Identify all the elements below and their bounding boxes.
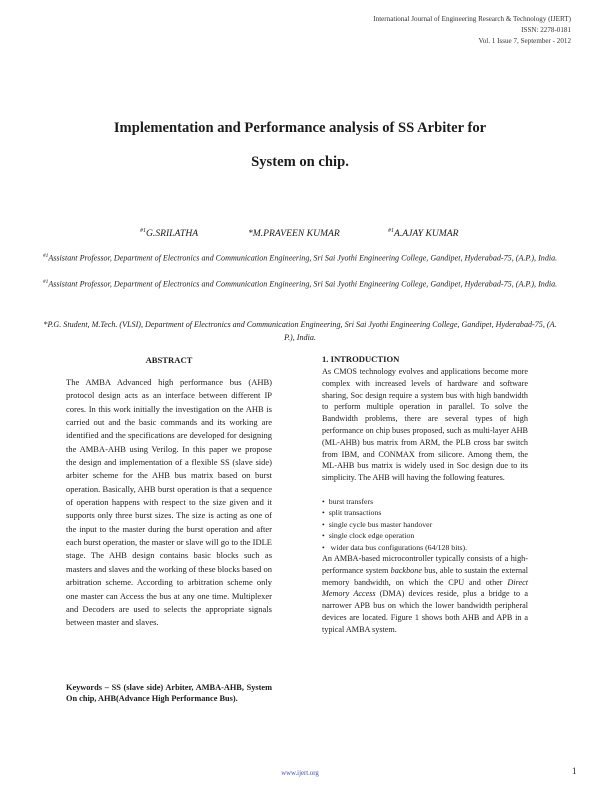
para2-emphasis-1: backbone <box>390 565 422 575</box>
author-1 <box>140 228 198 239</box>
journal-volume: Vol. 1 Issue 7, September - 2012 <box>478 37 571 45</box>
list-item: • burst transfers <box>322 496 528 507</box>
affiliation-2-text: Assistant Professor, Department of Electronics and Communication Engineering, Sri Sai Jyothi Engineering College, Gandipet, Hyderabad-75, (A.P.), India. <box>48 279 558 289</box>
list-item: • single clock edge operation <box>322 530 528 541</box>
affiliation-1-text: Assistant Professor, Department of Electronics and Communication Engineering, Sri Sai Jyothi Engineering College, Gandipet, Hyderabad-75, (A.P.), India. <box>48 253 558 263</box>
affiliation-3-text: *P.G. Student, M.Tech. (VLSI), Department of Electronics and Communication Engineering, Sri Sai Jyothi Engineering College, Gandipet, Hyderabad-75, (A. P.), India. <box>43 320 557 342</box>
list-item: • single cycle bus master handover <box>322 519 528 530</box>
affiliation-2 <box>40 276 560 291</box>
feature-list <box>322 496 528 553</box>
affiliation-2-sup: #1 <box>42 279 49 285</box>
abstract-heading: ABSTRACT <box>145 355 193 365</box>
list-item: • split transactions <box>322 507 528 518</box>
author-1-sup: #1 <box>140 228 146 234</box>
affiliation-1 <box>40 250 560 265</box>
keywords: Keywords – SS (slave side) Arbiter, AMBA-AHB, System On chip, AHB(Advance High Performance Bus). <box>66 683 272 703</box>
para2-text-c: (DMA) devices reside, plus a bridge to a narrower APB bus on which the lower bandwidth peripheral devices are located. Figure 1 shows both AHB and APB in a typical AMBA system. <box>322 589 528 634</box>
journal-header <box>373 14 571 47</box>
list-item: • wider data bus configurations (64/128 bits). <box>322 542 528 553</box>
author-3-name: A.AJAY KUMAR <box>394 228 459 240</box>
paper-title-line-1: Implementation and Performance analysis of SS Arbiter for <box>113 120 487 136</box>
journal-issn: ISSN: 2278-0181 <box>521 26 571 34</box>
author-3 <box>388 228 458 239</box>
affiliation-3 <box>40 318 560 344</box>
paper-title-line-2: System on chip. <box>251 154 349 170</box>
author-2 <box>248 228 340 239</box>
abstract-body: The AMBA Advanced high performance bus (AHB) protocol design acts as an interface between different IP cores. In this work initially the investigation on the AHB is carried out and the basic commands and its working are identified and the specifications are developed for designing the AMBA-AHB using Verilog. In this paper we propose the design and implementation of a flexible SS (slave side) arbiter scheme for the AHB bus matrix based on burst operation. Basically, AHB burst operation is that a sequence of operation happens with respect to the size given and it supports only three burst sizes. The size is acting as one of the input to the master during the burst operation and after each burst operation, the master or slave will go to the IDLE stage. The AHB design contains basic blocks such as masters and slaves and the working of these blocks based on arbitration scheme. According to arbitration scheme only one master can Access the bus at any one time. Multiplexer and Decoders are used to selects the appropriate signals between master and slaves. <box>66 377 272 628</box>
author-list <box>0 228 600 242</box>
journal-name: International Journal of Engineering Research & Technology (IJERT) <box>373 15 571 23</box>
author-2-name: *M.PRAVEEN KUMAR <box>248 228 340 239</box>
author-1-name: G.SRILATHA <box>146 228 199 240</box>
para2-emphasis-2: Direct Memory Access <box>322 577 528 599</box>
introduction-paragraph-1: As CMOS technology evolves and applications become more complex with increased levels of hardware and software sharing, Soc design require a system bus with high bandwidth to perform multiple operation in parallel. To solve the Bandwidth problems, there are several types of high performance on chip buses proposed, such as multi-layer AHB (ML-AHB) bus matrix from ARM, the PLB cross bar switch from IBM, and CONMAX from silicore. Among them, the ML-AHB bus matrix is widely used in Soc design due to its simplicity. The AHB will having the following features. <box>322 367 528 483</box>
introduction-paragraph-2 <box>322 553 528 636</box>
footer-url[interactable]: www.ijert.org <box>281 770 319 777</box>
para2-text-b: bus, able to sustain the external memory bandwidth, on which the CPU and other <box>322 565 528 587</box>
page-number: 1 <box>572 766 577 776</box>
affiliation-1-sup: #1 <box>42 253 49 259</box>
para2-text-a: An AMBA-based microcontroller typically consists of a high-performance system <box>322 554 528 575</box>
author-3-sup: #1 <box>388 228 394 234</box>
introduction-body <box>322 366 528 636</box>
introduction-heading: 1. INTRODUCTION <box>322 354 400 364</box>
